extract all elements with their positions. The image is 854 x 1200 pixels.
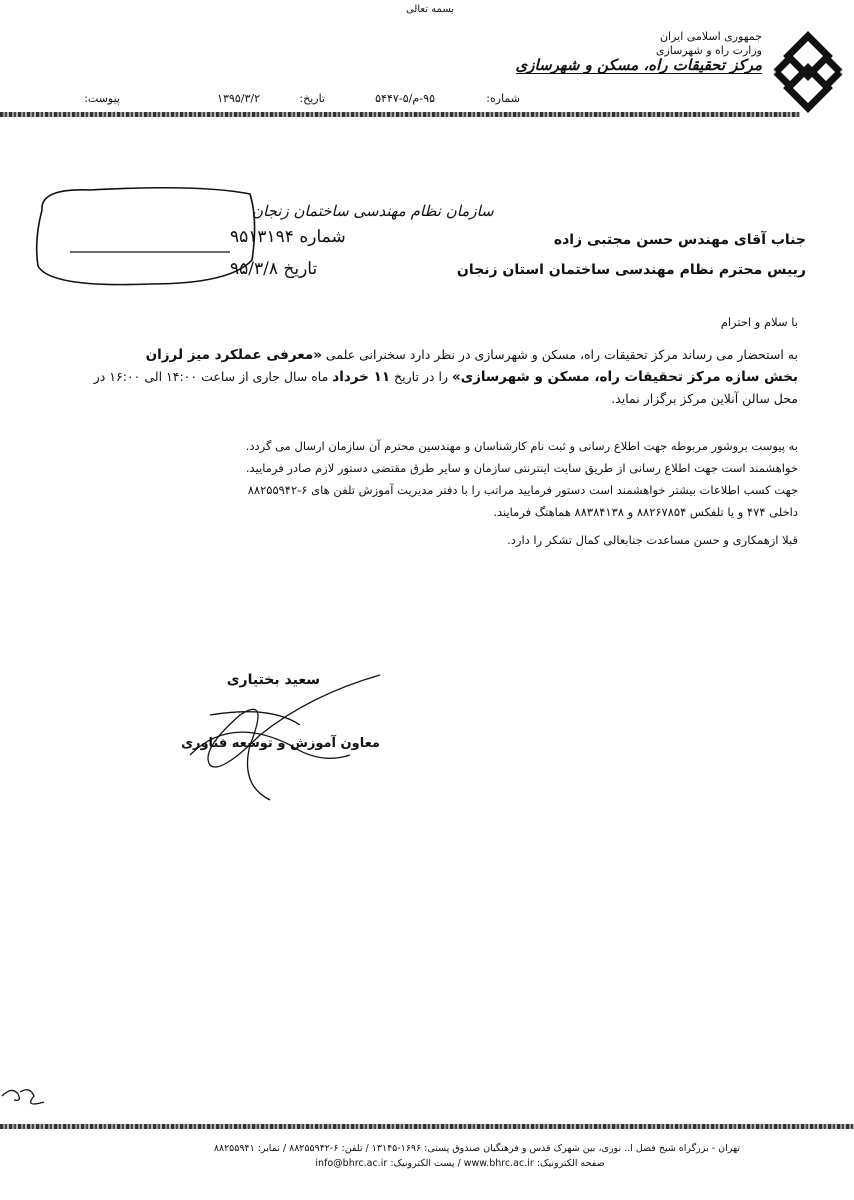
header-rule [0, 112, 800, 117]
p1-bold-2: بخش سازه مرکز تحقیقات راه، مسکن و شهرسازی» [451, 369, 798, 385]
p1-end: محل سالن آنلاین مرکز برگزار نماید. [611, 391, 798, 406]
date-value: ۱۳۹۵/۳/۲ [217, 92, 260, 105]
p1-intro: به استحضار می رساند مرکز تحقیقات راه، مسکن و شهرسازی در نظر دارد سخنرانی علمی [325, 347, 798, 362]
recipient-title: رییس محترم نظام مهندسی ساختمان استان زنجان [456, 262, 806, 278]
signatory-title: معاون آموزش و توسعه فناوری [181, 736, 380, 751]
org-line-1: جمهوری اسلامی ایران [659, 30, 762, 43]
p1-bold-3: ۱۱ خرداد [332, 369, 391, 385]
number-label: شماره: [486, 92, 520, 105]
email-label: / پست الکترونیک: [390, 1158, 461, 1169]
greeting: با سلام و احترام [720, 315, 798, 329]
email-link[interactable]: info@bhrc.ac.ir [315, 1158, 388, 1169]
letter-meta-row [0, 92, 820, 110]
attachment-label: پیوست: [84, 92, 120, 105]
paragraph-3: خواهشمند است جهت اطلاع رسانی از طریق سایت اینترنتی سازمان و سایر طرق مقتضی دستور لازم صادر فرمایید. [245, 461, 798, 475]
recipient-name: جناب آقای مهندس حسن مجتبی زاده [553, 232, 806, 248]
p1-bold-1: «معرفی عملکرد میز لرزان [145, 347, 322, 363]
footer-rule [0, 1124, 854, 1129]
paragraph-1 [58, 344, 798, 410]
org-line-3: مرکز تحقیقات راه، مسکن و شهرسازی [515, 56, 762, 74]
date-label: تاریخ: [299, 92, 325, 105]
web-label: صفحه الکترونیک: [536, 1158, 605, 1169]
stamp-line-3: تاریخ ۹۵/۳/۸ [230, 259, 318, 279]
paragraph-5: داخلی ۴۷۴ و یا تلفکس ۸۸۲۶۷۸۵۴ و ۸۸۳۸۴۱۳۸ هماهنگ فرمایند. [493, 505, 798, 519]
stamp-line-2: شماره ۹۵۱۳۱۹۴ [230, 227, 346, 247]
website-link[interactable]: www.bhrc.ac.ir [463, 1158, 534, 1169]
stamp-line-1: سازمان نظام مهندسی ساختمان زنجان [252, 202, 494, 220]
org-line-2: وزارت راه و شهرسازی [655, 44, 762, 57]
footer-contacts [200, 1158, 720, 1169]
p1-rest: ماه سال جاری از ساعت ۱۴:۰۰ الی ۱۶:۰۰ در [93, 369, 329, 384]
footer-address: تهران - بزرگراه شیخ فضل ا.. نوری، بین شهرک قدس و فرهنگیان صندوق پستی: ۱۶۹۶-۱۳۱۴۵ / تلفن: ۶-۸۸۲۵۵۹۴۲ / نمابر: ۸۸۲۵۵۹۴۱ [213, 1143, 740, 1154]
paragraph-2: به پیوست بروشور مربوطه جهت اطلاع رسانی و ثبت نام کارشناسان و مهندسین محترم آن سازمان ارسال می گردد. [245, 439, 798, 453]
initials-mark [0, 1082, 50, 1112]
organization-header [516, 30, 762, 74]
paragraph-4: جهت کسب اطلاعات بیشتر خواهشمند است دستور فرمایید مراتب را با دفتر مدیریت آموزش تلفن های ۶-۸۸۲۵۵۹۴۲ [247, 483, 798, 497]
number-value: ۹۵-م/۵-۵۴۴۷ [375, 92, 435, 105]
signatory-name: سعید بختیاری [226, 672, 320, 688]
p1-mid: را در تاریخ [394, 369, 448, 384]
bismillah: بسمه تعالی [405, 4, 455, 15]
paragraph-6: قبلا ازهمکاری و حسن مساعدت جنابعالی کمال تشکر را دارد. [507, 533, 798, 547]
